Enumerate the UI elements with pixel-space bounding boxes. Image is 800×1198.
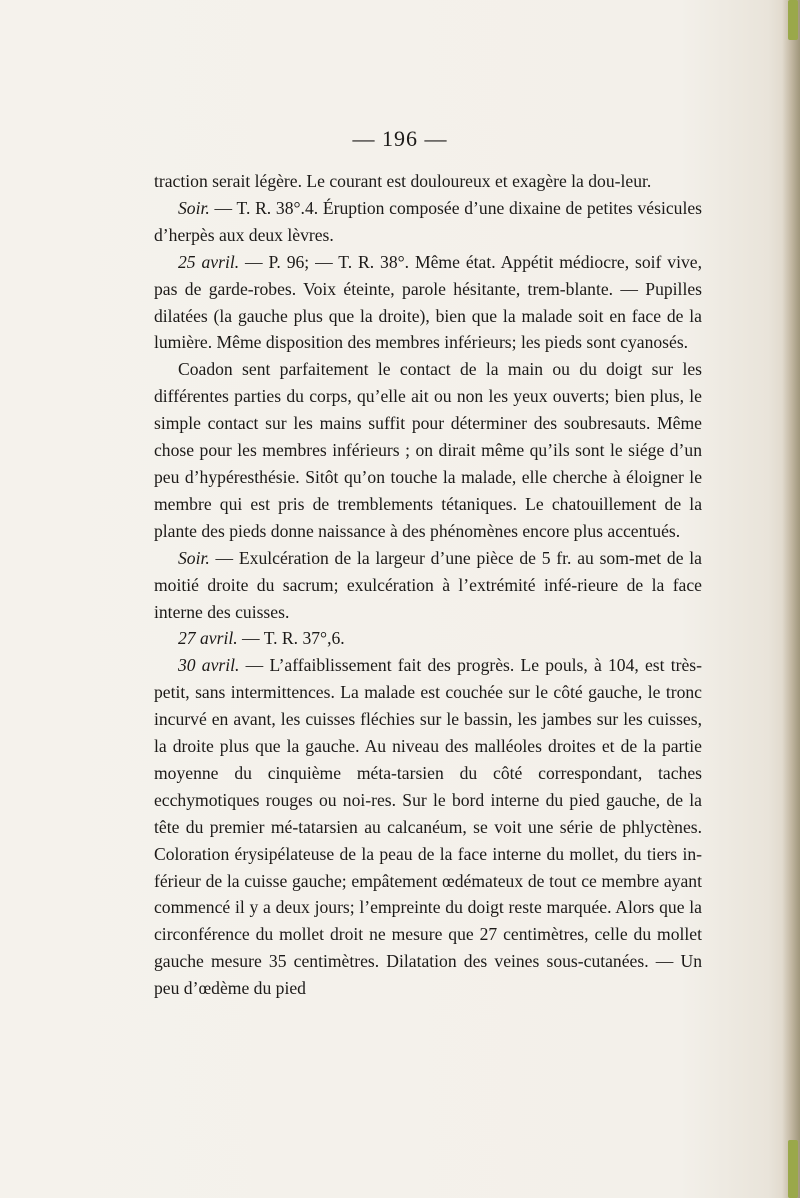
paragraph-text: — T. R. 37°,6. <box>237 628 345 649</box>
spine-tab-top <box>788 0 798 40</box>
paragraph-lead: 25 avril. <box>178 251 240 272</box>
paragraph-text: — Exulcération de la largeur d’une pièce de 5 fr. au som-met de la moitié droite du sacrum; exulcération à l’extrémité infé-rieure de la face interne des cuisses. <box>154 547 702 622</box>
paragraph-text: — P. 96; — T. R. 38°. Même état. Appétit médiocre, soif vive, pas de garde-robes. Voix éteinte, parole hésitante, trem-blante. — Pupilles dilatées (la gauche plus que la droite), bien que la malade soit en face de la lumière. Même disposition des membres inférieurs; les pieds sont cyanosés. <box>154 251 702 353</box>
paragraph <box>154 625 702 652</box>
paragraph-lead: Soir. <box>178 547 210 568</box>
paragraph-text: Coadon sent parfaitement le contact de la main ou du doigt sur les différentes parties du corps, qu’elle ait ou non les yeux ouverts; bien plus, le simple contact sur les mains suffit pour déterminer des soubresauts. Même chose pour les membres inférieurs ; on dirait même qu’ils sont le siége d’un peu d’hypéresthésie. Sitôt qu’on touche la malade, elle cherche à éloigner le membre qui est pris de tremblements tétaniques. Le chatouillement de la plante des pieds donne naissance à des phénomènes encore plus accentués. <box>154 359 702 541</box>
paragraph-text: traction serait légère. Le courant est douloureux et exagère la dou-leur. <box>154 171 652 191</box>
paragraph-text: — L’affaiblissement fait des progrès. Le pouls, à 104, est très-petit, sans intermittences. La malade est couchée sur le côté gauche, le tronc incurvé en avant, les cuisses fléchies sur le bassin, les jambes sur les cuisses, la droite plus que la gauche. Au niveau des malléoles droites et de la partie moyenne du cinquième méta-tarsien du côté correspondant, taches ecchymotiques rouges ou noi-res. Sur le bord interne du pied gauche, de la tête du premier mé-tatarsien au calcanéum, se voit une série de phlyctènes. Coloration érysipélateuse de la peau de la face interne du mollet, du tiers in-férieur de la cuisse gauche; empâtement œdémateux de tout ce membre ayant commencé il y a deux jours; l’empreinte du doigt reste marquée. Alors que la circonférence du mollet droit ne mesure que 27 centimètres, celle du mollet gauche mesure 35 centimètres. Dilatation des veines sous-cutanées. — Un peu d’œdème du pied <box>154 655 703 999</box>
page-number: — 196 — <box>352 126 448 151</box>
paragraph-text: — T. R. 38°.4. Éruption composée d’une dixaine de petites vésicules d’herpès aux deux lèvres. <box>154 197 702 245</box>
page-spine-edge <box>782 0 800 1198</box>
paragraph <box>154 168 702 195</box>
paragraph <box>154 195 702 249</box>
paragraph <box>154 545 702 626</box>
paragraph-lead: 27 avril. <box>178 628 238 649</box>
spine-tab-bottom <box>788 1140 798 1198</box>
body-text <box>154 168 702 1002</box>
paragraph <box>154 356 702 544</box>
paragraph-lead: 30 avril. <box>178 655 240 676</box>
paragraph-lead: Soir. <box>178 197 210 218</box>
paragraph <box>154 249 702 357</box>
paragraph <box>154 652 702 1002</box>
